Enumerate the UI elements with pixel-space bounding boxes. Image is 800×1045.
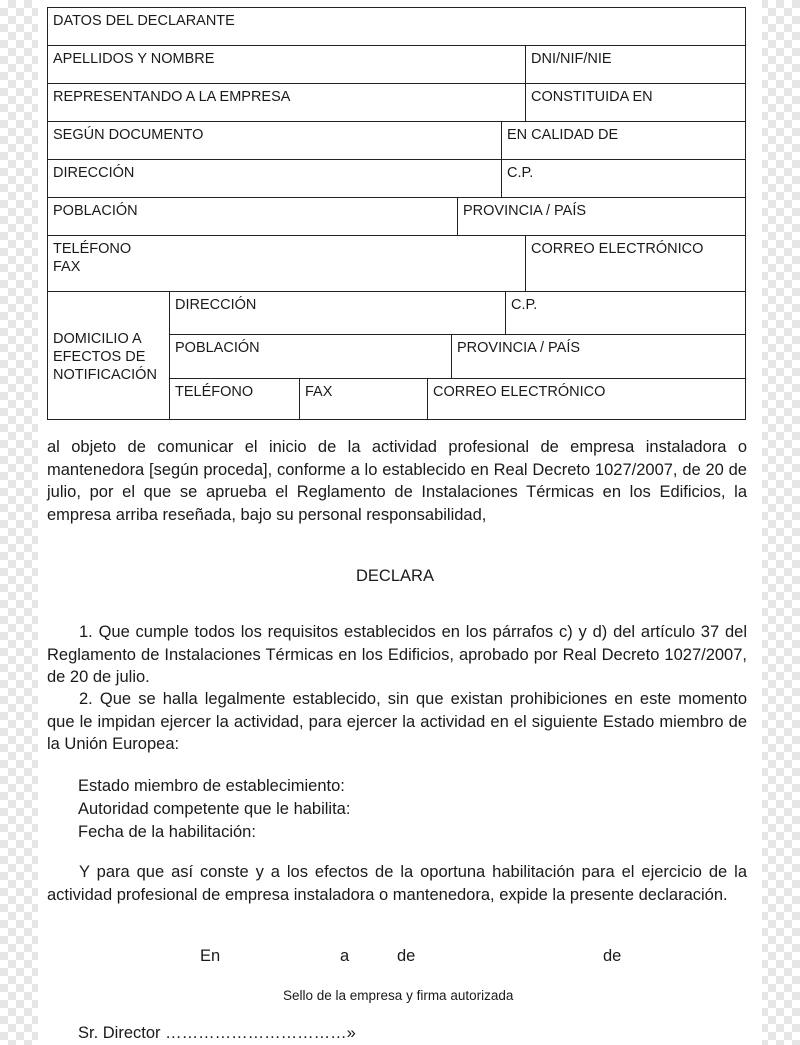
notif-correo[interactable]: CORREO ELECTRÓNICO xyxy=(427,378,746,420)
notif-cp[interactable]: C.P. xyxy=(505,291,746,335)
notif-fax[interactable]: FAX xyxy=(299,378,428,420)
domicilio-label-cell: DOMICILIO A EFECTOS DE NOTIFICACIÓN xyxy=(47,291,170,420)
item-2: 2. Que se halla legalmente establecido, sin que existan prohibiciones en este momento que le impidan ejercer la actividad, para ejercer la actividad en el siguiente Estado miembro de la Unión Europea: xyxy=(47,690,747,753)
field-apellidos[interactable]: APELLIDOS Y NOMBRE xyxy=(47,45,526,84)
field-cp[interactable]: C.P. xyxy=(501,159,746,198)
field-provincia[interactable]: PROVINCIA / PAÍS xyxy=(457,197,746,236)
field-telefono-fax[interactable] xyxy=(47,235,526,292)
date-de-1: de xyxy=(397,947,416,965)
field-direccion[interactable]: DIRECCIÓN xyxy=(47,159,502,198)
field-dni[interactable]: DNI/NIF/NIE xyxy=(525,45,746,84)
closing-paragraph: Y para que así conste y a los efectos de la oportuna habilitación para el ejercicio de la actividad profesional de empresa instaladora o mantenedora, expide la presente declaración. xyxy=(47,863,747,904)
notif-direccion[interactable]: DIRECCIÓN xyxy=(169,291,506,335)
field-segun-documento[interactable]: SEGÚN DOCUMENTO xyxy=(47,121,502,160)
intro-paragraph: al objeto de comunicar el inicio de la actividad profesional de empresa instaladora o mantenedora [según proceda], conforme a lo establecido en Real Decreto 1027/2007, de 20 de julio, por el que se aprueba el Reglamento de Instalaciones Térmicas en los Edificios, la empresa arriba reseñada, bajo su personal responsabilidad, xyxy=(47,438,747,524)
field-poblacion[interactable]: POBLACIÓN xyxy=(47,197,458,236)
field-calidad[interactable]: EN CALIDAD DE xyxy=(501,121,746,160)
director-line: Sr. Director ……………………………» xyxy=(78,1024,356,1042)
notif-provincia[interactable]: PROVINCIA / PAÍS xyxy=(451,334,746,379)
notif-poblacion[interactable]: POBLACIÓN xyxy=(169,334,452,379)
notif-telefono[interactable]: TELÉFONO xyxy=(169,378,300,420)
field-representando[interactable]: REPRESENTANDO A LA EMPRESA xyxy=(47,83,526,122)
date-a: a xyxy=(340,947,350,965)
fax-label: FAX xyxy=(53,259,81,275)
estado-miembro-label: Estado miembro de establecimiento: xyxy=(78,777,345,795)
place-en: En xyxy=(200,947,221,965)
telefono-label: TELÉFONO xyxy=(53,241,132,257)
sello-caption: Sello de la empresa y firma autorizada xyxy=(283,988,514,1003)
declara-heading: DECLARA xyxy=(356,567,434,585)
fecha-habilitacion-label: Fecha de la habilitación: xyxy=(78,823,256,841)
date-de-2: de xyxy=(603,947,622,965)
field-constituida[interactable]: CONSTITUIDA EN xyxy=(525,83,746,122)
form-header: DATOS DEL DECLARANTE xyxy=(47,7,746,46)
autoridad-label: Autoridad competente que le habilita: xyxy=(78,800,351,818)
field-correo[interactable]: CORREO ELECTRÓNICO xyxy=(525,235,746,292)
item-1: 1. Que cumple todos los requisitos establecidos en los párrafos c) y d) del artículo 37 del Reglamento de Instalaciones Térmicas en los Edificios, aprobado por Real Decreto 1027/2007, de 20 de julio. xyxy=(47,623,747,686)
